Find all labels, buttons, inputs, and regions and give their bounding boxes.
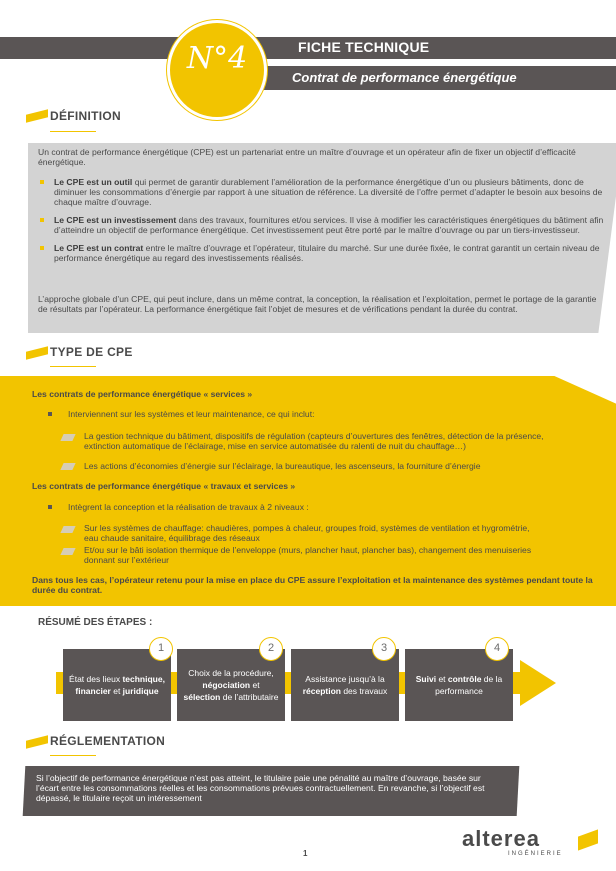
page-number: 1 xyxy=(303,849,308,858)
company-logo-subtitle: INGÉNIERIE xyxy=(508,851,563,857)
step-text-run: et xyxy=(250,680,260,690)
travaux-title: Les contrats de performance énergétique « travaux et services » xyxy=(32,481,296,491)
step-number: 2 xyxy=(259,637,283,661)
step-text-run: sélection xyxy=(183,692,221,702)
step-text-run: Choix de la procédure, xyxy=(188,668,274,678)
page-title: FICHE TECHNIQUE xyxy=(298,39,430,55)
company-logo: alterea xyxy=(462,826,540,851)
logo-mark-icon xyxy=(578,829,598,850)
badge-label: N°4 xyxy=(186,41,248,76)
section-marker-icon xyxy=(26,109,48,122)
bullet-square-icon xyxy=(48,412,52,416)
section-underline xyxy=(50,131,96,132)
step-text xyxy=(297,673,393,697)
section-heading-definition: DÉFINITION xyxy=(50,109,121,123)
section-marker-icon xyxy=(26,346,48,359)
bullet-square-icon xyxy=(48,505,52,509)
step-text-run: réception xyxy=(302,686,341,696)
travaux-item: Sur les systèmes de chauffage: chaudières, pompes à chaleur, groupes froid, systèmes de ventilation et hygrométrie, eau chaude sanitaire, équilibrage des réseaux xyxy=(84,523,530,543)
section-underline xyxy=(50,755,96,756)
section-underline xyxy=(50,366,96,367)
step-number: 3 xyxy=(372,637,396,661)
services-item: Les actions d’économies d’énergie sur l’éclairage, la bureautique, les ascenseurs, la fourniture d’énergie xyxy=(84,461,481,471)
reglementation-text: Si l’objectif de performance énergétique n’est pas atteint, le titulaire paie une pénalité au maître d’ouvrage, basée sur l’écart entre les consommations réelles et les consommations prévues contractuellement. En revanche, si l’objectif est dépassé, le titulaire reçoit un intéressement xyxy=(36,773,485,803)
definition-bullet: Le CPE est un investissement dans des travaux, fournitures et/ou services. Il vise à modifier les caractéristiques énergétiques du bâtiment afin d’atteindre un objectif de performance énergétique. Cet investissement peut être porté par le maître d’ouvrage ou par un tiers-investisseur. xyxy=(40,215,610,235)
services-point: Interviennent sur les systèmes et leur maintenance, ce qui inclut: xyxy=(68,409,315,419)
definition-bullet: Le CPE est un outil qui permet de garantir durablement l’amélioration de la performance énergétique d’un ou plusieurs bâtiments, donc de diminuer les consommations d’énergie par rapport à une situation de référence. La diversité de l’offre permet d’adapter le besoin aux besoins de chaque maître d’ouvrage. xyxy=(40,177,610,207)
step-text-run: et xyxy=(110,686,123,696)
step-text-run: Suivi xyxy=(415,674,437,684)
step-text-run: de l’attributaire xyxy=(220,692,279,702)
type-cpe-conclusion: Dans tous les cas, l’opérateur retenu pour la mise en place du CPE assure l’exploitation et la maintenance des systèmes pendant toute la durée du contrat. xyxy=(32,575,593,595)
step-number: 1 xyxy=(149,637,173,661)
step-text xyxy=(183,667,279,703)
step-text xyxy=(411,673,507,697)
step-number: 4 xyxy=(485,637,509,661)
services-title: Les contrats de performance énergétique « services » xyxy=(32,389,253,399)
section-heading-type-cpe: TYPE DE CPE xyxy=(50,345,133,359)
step-text-run: des travaux xyxy=(340,686,388,696)
number-badge xyxy=(167,20,267,120)
definition-intro: Un contrat de performance énergétique (CPE) est un partenariat entre un maître d’ouvrage et un opérateur afin de fixer un objectif d’efficacité énergétique. xyxy=(38,147,576,167)
step-text-run: de la performance xyxy=(435,674,503,696)
definition-closing: L’approche globale d’un CPE, qui peut inclure, dans un même contrat, la conception, la réalisation et l’exploitation, permet le portage de la garantie de résultats par l’opérateur. La performance énergétique fait l’objet de mesures et de vérifications pendant la durée du contrat. xyxy=(38,294,597,314)
section-marker-icon xyxy=(26,735,48,748)
services-item: La gestion technique du bâtiment, dispositifs de régulation (capteurs d’ouvertures des fenêtres, détection de la présence, extinction automatique de l’éclairage, mise en service automatisée du ralenti de nuit du chauffage…) xyxy=(84,431,544,451)
steps-heading: RÉSUMÉ DES ÉTAPES : xyxy=(38,617,153,628)
step-text xyxy=(69,673,165,697)
page-subtitle: Contrat de performance énergétique xyxy=(292,70,517,85)
step-text-run: technique, financier xyxy=(75,674,165,696)
arrow-head-icon xyxy=(520,660,556,706)
step-text-run: et xyxy=(436,674,448,684)
step-text-run: juridique xyxy=(122,686,159,696)
step-text-run: contrôle xyxy=(447,674,482,684)
travaux-point: Intègrent la conception et la réalisation de travaux à 2 niveaux : xyxy=(68,502,309,512)
step-text-run: Assistance jusqu’à la xyxy=(305,674,385,684)
step-text-run: négociation xyxy=(202,680,251,690)
step-text-run: État des lieux xyxy=(69,674,123,684)
definition-bullets xyxy=(40,177,610,271)
travaux-item: Et/ou sur le bâti isolation thermique de l’enveloppe (murs, plancher haut, plancher bas), changement des menuiseries donnant sur l’extérieur xyxy=(84,545,532,565)
section-heading-reglementation: RÉGLEMENTATION xyxy=(50,734,166,748)
definition-bullet: Le CPE est un contrat entre le maître d’ouvrage et l’opérateur, titulaire du marché. Sur une durée fixée, le contrat garantit un certain niveau de performance énergétique au regard des investissements réalisés. xyxy=(40,243,610,263)
